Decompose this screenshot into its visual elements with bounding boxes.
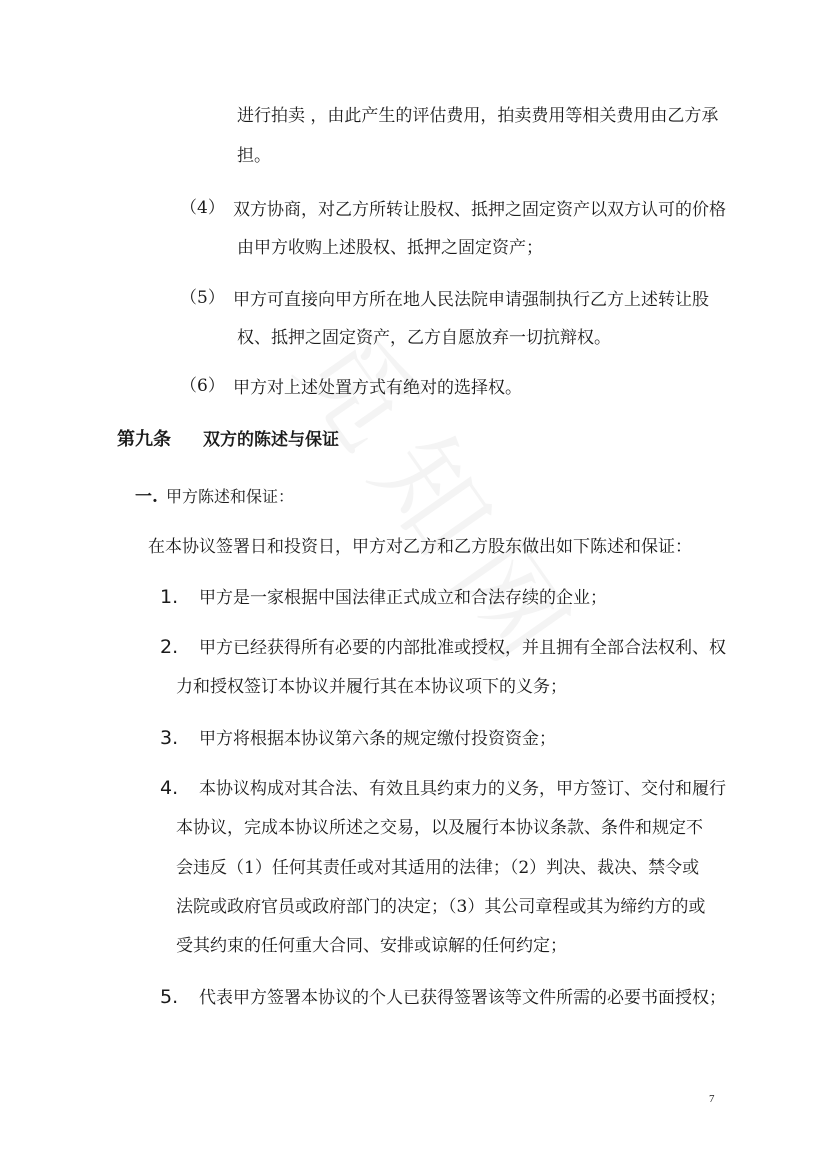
article-label: 第九条: [117, 429, 171, 450]
intro-text: 在本协议签署日和投资日，甲方对乙方和乙方股东做出如下陈述和保证：: [148, 537, 692, 557]
item5-line2: 权、抵押之固定资产，乙方自愿放弃一切抗辩权。: [237, 328, 611, 348]
section1-title: 甲方陈述和保证：: [166, 487, 295, 506]
point4-line4: 法院或政府官员或政府部门的决定；（3）其公司章程或其为缔约方的或: [176, 897, 706, 917]
item4-line1: 双方协商，对乙方所转让股权、抵押之固定资产以双方认可的价格: [233, 200, 726, 220]
point4-line1: 本协议构成对其合法、有效且具约束力的义务，甲方签订、交付和履行: [199, 779, 726, 799]
point2-line2: 力和授权签订本协议并履行其在本协议项下的义务；: [176, 677, 567, 697]
point2-number: 2.: [160, 636, 179, 658]
item-cont-line1: 进行拍卖 ，由此产生的评估费用，拍卖费用等相关费用由乙方承: [237, 106, 719, 126]
item4-number: （4）: [180, 198, 225, 218]
article-title: 双方的陈述与保证: [203, 430, 339, 450]
point5-line1: 代表甲方签署本协议的个人已获得签署该等文件所需的必要书面授权；: [199, 988, 726, 1008]
point2-line1: 甲方已经获得所有必要的内部批准或授权，并且拥有全部合法权利、权: [199, 638, 726, 658]
section1-marker: 一.: [135, 487, 158, 507]
item5-line1: 甲方可直接向甲方所在地人民法院申请强制执行乙方上述转让股: [233, 290, 709, 310]
point4-number: 4.: [160, 777, 179, 799]
item6-number: （6）: [180, 376, 225, 396]
point1-number: 1.: [160, 586, 179, 608]
item4-line2: 由甲方收购上述股权、抵押之固定资产；: [237, 238, 543, 258]
point3-number: 3.: [160, 727, 179, 749]
point4-line5: 受其约束的任何重大合同、安排或谅解的任何约定；: [176, 936, 567, 956]
item-cont-line2: 担。: [237, 146, 271, 166]
point4-line2: 本协议，完成本协议所述之交易，以及履行本协议条款、条件和规定不: [176, 818, 703, 838]
point5-number: 5.: [160, 986, 179, 1008]
item6-line1: 甲方对上述处置方式有绝对的选择权。: [233, 378, 522, 398]
page-number: 7: [709, 1093, 715, 1105]
item5-number: （5）: [180, 288, 225, 308]
point1-line1: 甲方是一家根据中国法律正式成立和合法存续的企业；: [199, 588, 607, 608]
point3-line1: 甲方将根据本协议第六条的规定缴付投资资金；: [199, 729, 556, 749]
point4-line3: 会违反（1）任何其责任或对其适用的法律；（2）判决、裁决、禁令或: [176, 858, 700, 878]
